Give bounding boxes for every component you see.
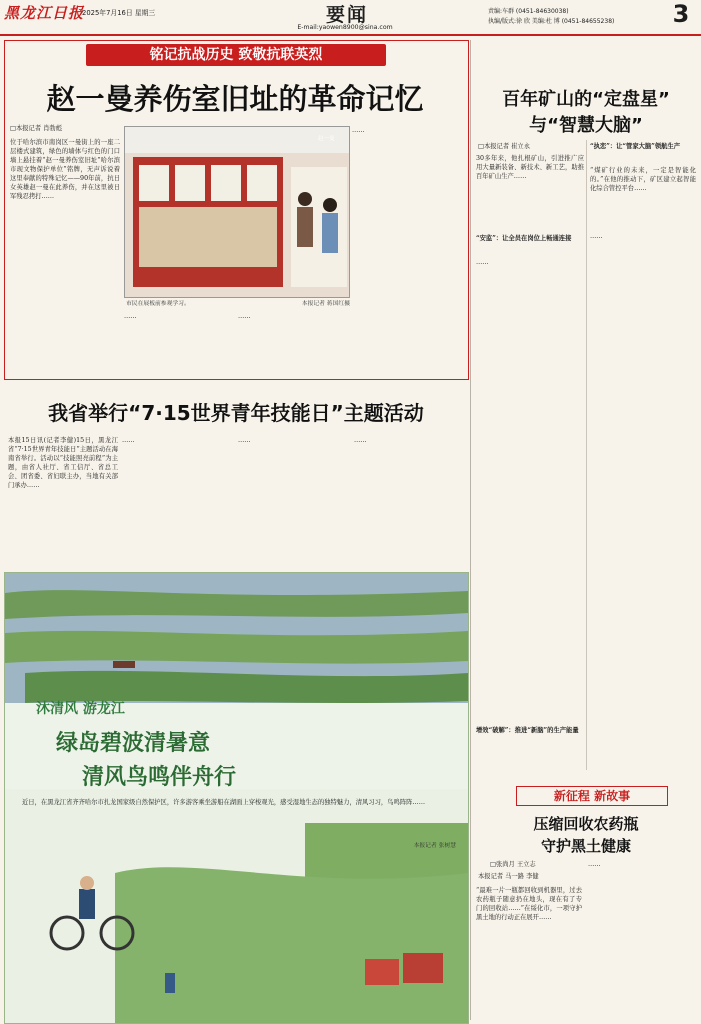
column-divider bbox=[470, 40, 471, 1020]
tourism-headline-1: 绿岛碧波清暑意 bbox=[56, 730, 211, 756]
photo-credit: 本报记者 蒋国红摄 bbox=[301, 301, 350, 307]
right-subhead-2: “执恋”：让“管家大脑”领航生产 bbox=[590, 143, 681, 150]
section-title: 要闻 bbox=[325, 4, 368, 24]
editor-line: 责编:车群 (0451-84630038) bbox=[488, 8, 569, 15]
right-title-2: 与“智慧大脑” bbox=[529, 115, 643, 136]
right-subhead-1: “安监”：让全员在岗位上畅通连接 bbox=[476, 235, 572, 242]
right-lower-tag-text: 新征程 新故事 bbox=[553, 789, 631, 803]
tourism-headline-2: 清风鸟鸣伴舟行 bbox=[82, 764, 237, 790]
article-title: 赵一曼养伤室旧址的革命记忆 bbox=[46, 82, 424, 116]
right-body-col1b: …… bbox=[476, 259, 489, 266]
exhibition-photo-graphic bbox=[125, 127, 349, 297]
right-byline: □本报记者 崔立永 bbox=[478, 143, 531, 150]
skills-day-body-col2: …… bbox=[122, 437, 135, 444]
article-body: 位于哈尔滨市南岗区一曼街上的一座二层楼式建筑，绿色的墙体与红色的门口墙上悬挂着“赵一曼养伤室旧址”哈尔滨市现文物保护单位”铭牌，无声诉说着这里奉献的特殊记忆——90年前，抗日女英雄赵一曼在此养伤，并在这里被日军残忍拷打…… bbox=[10, 139, 120, 200]
tourism-tag: 沐清风 游龙江 bbox=[36, 701, 125, 717]
right-lower-byline2: 本报记者 马一路 李健 bbox=[478, 873, 539, 880]
masthead-logo: 黑龙江日报 bbox=[4, 4, 85, 22]
right-subhead-3: 增效“破解”：推进“新脑”的生产能量 bbox=[476, 727, 579, 734]
tourism-credit: 本报记者 张树慧 bbox=[413, 843, 456, 849]
article-body-col2: …… bbox=[124, 313, 137, 320]
skills-day-body-col4: …… bbox=[354, 437, 367, 444]
article-byline: □本报记者 肖勃彪 bbox=[10, 125, 63, 132]
issue-date: 2025年7月16日 星期三 bbox=[82, 9, 156, 17]
exhibition-photo bbox=[124, 126, 350, 298]
right-lower-body-col1: “最难一片一瓶都回收到机器里，过去农药瓶子随意扔在地头，现在有了专门的回收站……”在绥化市，一项守护黑土地的行动正在展开…… bbox=[476, 887, 582, 921]
skills-day-title: 我省举行“7·15世界青年技能日”主题活动 bbox=[48, 401, 424, 425]
skills-day-body-col3: …… bbox=[238, 437, 251, 444]
right-body-col1: 30多年来，他扎根矿山，引进推广应用大量新装备、新技术、新工艺，助推百年矿山生产…… bbox=[476, 155, 584, 180]
right-lower-body-col2: …… bbox=[588, 861, 601, 868]
right-column-divider bbox=[586, 140, 587, 770]
header-rule bbox=[0, 34, 701, 36]
right-body-col2b: …… bbox=[590, 233, 603, 240]
tourism-body: 近日，在黑龙江省齐齐哈尔市扎龙国家级自然保护区，许多游客乘坐游船在湖面上穿梭观光，感受湿地生态的独特魅力，清风习习，鸟鸣阵阵…… bbox=[22, 799, 425, 806]
article-body-col4: …… bbox=[352, 127, 365, 134]
right-body-col2: “煤矿行业的未来，一定是智能化的。”在他的推动下，矿区建立起智能化综合管控平台…… bbox=[590, 167, 696, 192]
right-lower-tag bbox=[516, 786, 668, 806]
topic-banner: 铭记抗战历史 致敬抗联英烈 bbox=[86, 44, 386, 66]
page-number: 3 bbox=[672, 0, 690, 28]
right-title-1: 百年矿山的“定盘星” bbox=[502, 89, 670, 110]
right-lower-title-2: 守护黑土健康 bbox=[540, 837, 631, 855]
design-line: 执编/版式:徐 欣 美编:杜 博 (0451-84655238) bbox=[488, 18, 615, 25]
section-email: E-mail:yaowen8900@sina.com bbox=[297, 24, 393, 31]
right-lower-byline: □张尚月 王立志 bbox=[490, 861, 536, 868]
photo-caption: 市民在展板前参观学习。 bbox=[126, 301, 190, 307]
photo-right-label: 赵一曼 bbox=[318, 136, 335, 142]
article-body-col3: …… bbox=[238, 313, 251, 320]
right-lower-title-1: 压缩回收农药瓶 bbox=[533, 815, 639, 833]
skills-day-body: 本报15日讯(记者李健)15日，黑龙江省“7·15世界青年技能日”主题活动在海南省举行。活动以“技能照亮前程”为主题，由省人社厅、省工信厅、省总工会、团省委、省妇联主办，当地有关部门承办…… bbox=[8, 437, 118, 489]
